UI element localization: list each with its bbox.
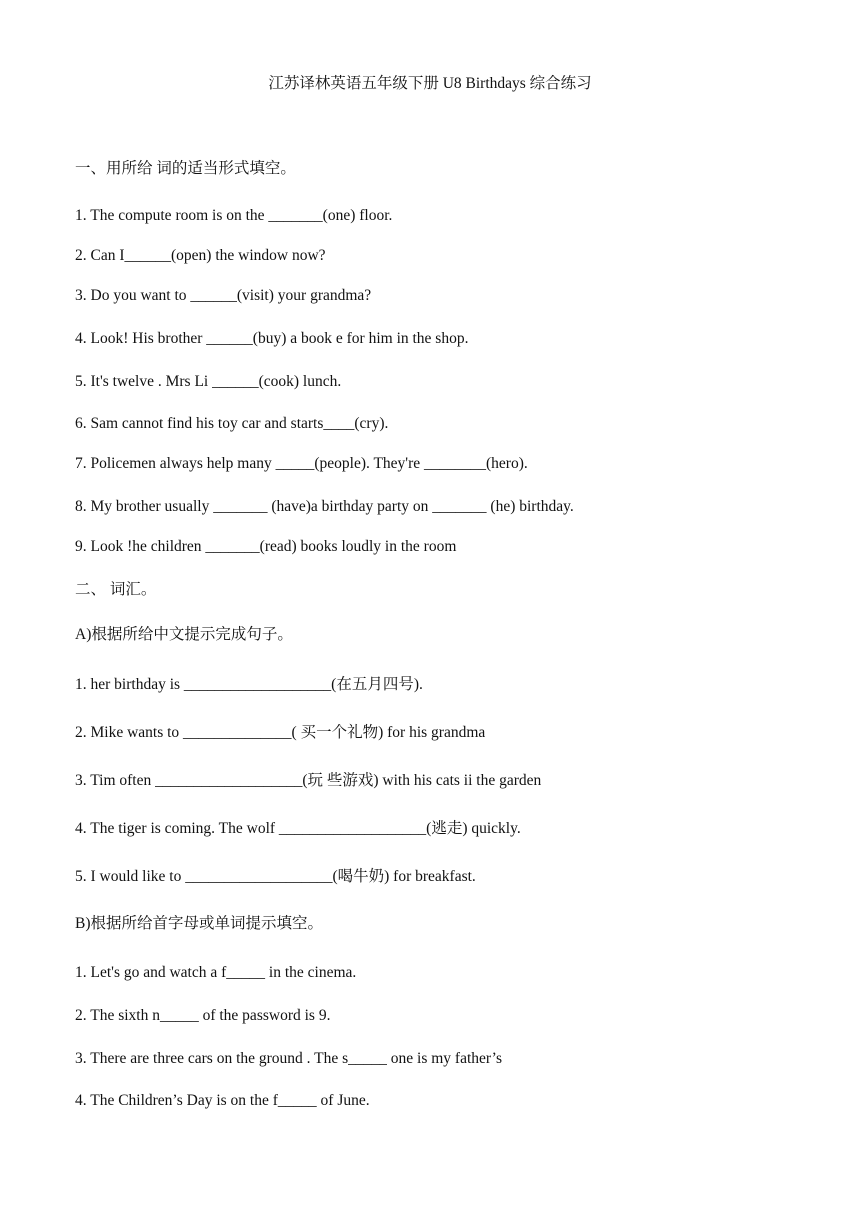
exercise-item-a-5: 5. I would like to ___________________(喝牛奶) for breakfast. [75,868,476,885]
section-1-heading: 一、用所给 词的适当形式填空。 [75,160,296,177]
exercise-item-1-8: 8. My brother usually _______ (have)a birthday party on _______ (he) birthday. [75,498,574,515]
exercise-item-b-3: 3. There are three cars on the ground . The s_____ one is my father’s [75,1050,502,1067]
part-a-heading: A)根据所给中文提示完成句子。 [75,626,293,643]
exercise-item-1-2: 2. Can I______(open) the window now? [75,247,326,264]
exercise-item-1-6: 6. Sam cannot find his toy car and starts____(cry). [75,415,389,432]
exercise-item-1-4: 4. Look! His brother ______(buy) a book e for him in the shop. [75,330,469,347]
exercise-item-a-2: 2. Mike wants to ______________( 买一个礼物) for his grandma [75,724,486,741]
document-title: 江苏译林英语五年级下册 U8 Birthdays 综合练习 [268,75,592,92]
exercise-item-1-5: 5. It's twelve . Mrs Li ______(cook) lunch. [75,373,342,390]
exercise-item-a-1: 1. her birthday is ___________________(在五月四号). [75,676,423,693]
exercise-item-1-1: 1. The compute room is on the _______(one) floor. [75,207,393,224]
exercise-item-b-1: 1. Let's go and watch a f_____ in the cinema. [75,964,357,981]
exercise-item-1-7: 7. Policemen always help many _____(people). They're ________(hero). [75,455,528,472]
exercise-item-a-3: 3. Tim often ___________________(玩 些游戏) with his cats ii the garden [75,772,542,789]
part-b-heading: B)根据所给首字母或单词提示填空。 [75,915,324,932]
section-2-heading: 二、 词汇。 [75,581,157,598]
exercise-item-b-4: 4. The Children’s Day is on the f_____ of June. [75,1092,370,1109]
exercise-item-b-2: 2. The sixth n_____ of the password is 9. [75,1007,331,1024]
exercise-item-a-4: 4. The tiger is coming. The wolf ___________________(逃走) quickly. [75,820,521,837]
exercise-item-1-3: 3. Do you want to ______(visit) your grandma? [75,287,372,304]
exercise-item-1-9: 9. Look !he children _______(read) books loudly in the room [75,538,457,555]
